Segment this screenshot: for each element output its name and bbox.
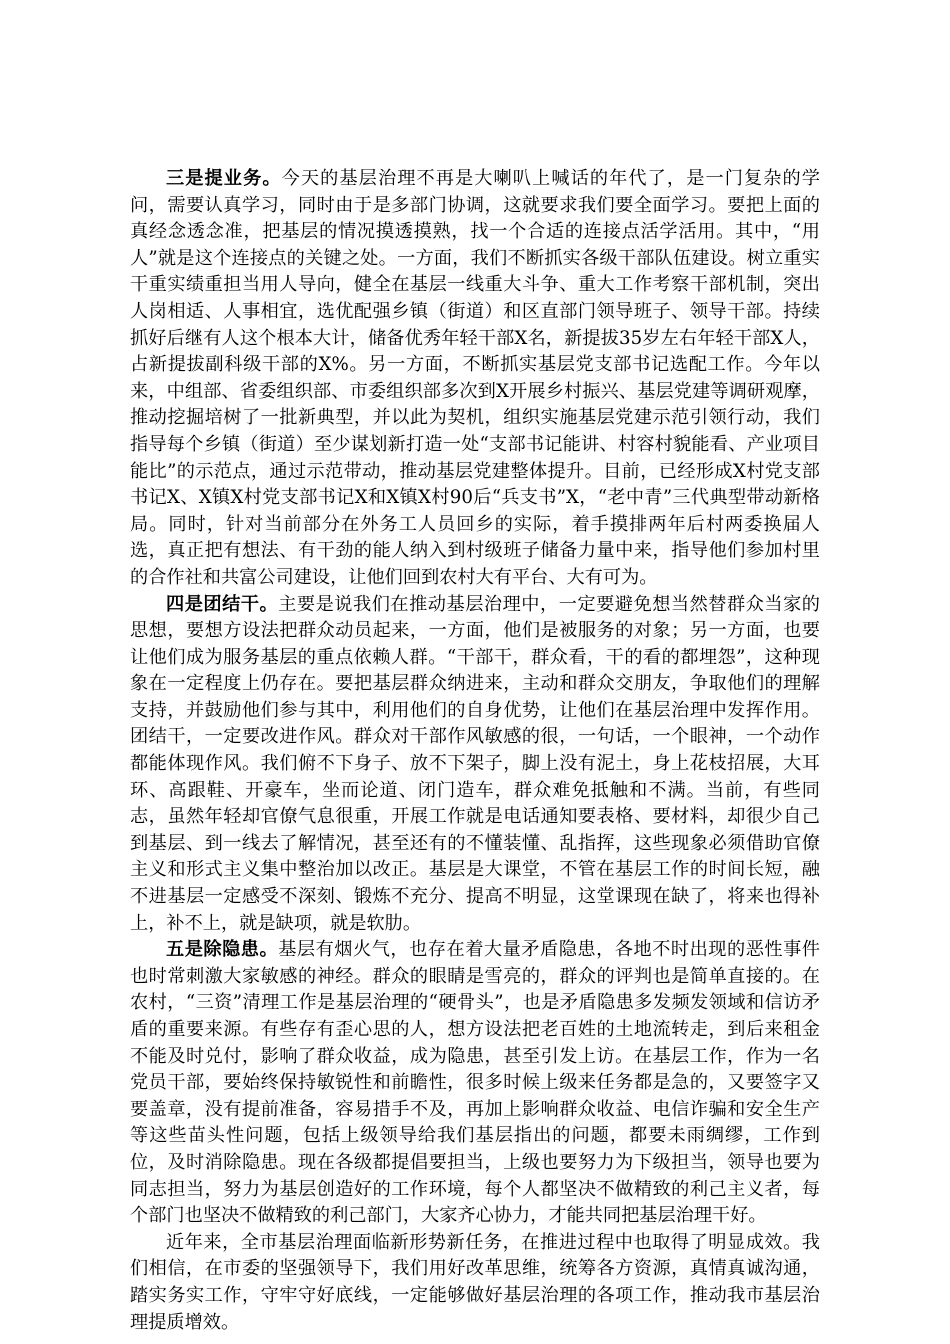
paragraph-heading: 四是团结干。 [166,593,279,615]
paragraph-hazards [130,937,820,1230]
paragraph-text: 近年来，全市基层治理面临新形势新任务，在推进过程中也取得了明显成效。我们相信，在市委的坚强领导下，我们用好改革思维，统筹各方资源，真情真诚沟通，踏实务实工作，守牢守好底线，一定能够做好基层治理的各项工作，推动我市基层治理提质增效。 [130,1231,820,1333]
paragraph-conclusion [130,1230,820,1336]
paragraph-unity [130,592,820,938]
paragraph-text: 今天的基层治理不再是大喇叭上喊话的年代了，是一门复杂的学问，需要认真学习，同时由于是多部门协调，这就要求我们要全面学习。要把上面的真经念透念准，把基层的情况摸透摸熟，找一个合适的连接点活学活用。其中，“用人”就是这个连接点的关键之处。一方面，我们不断抓实各级干部队伍建设。树立重实干重实绩重担当用人导向，健全在基层一线重大斗争、重大工作考察干部机制，突出人岗相适、人事相宜，选优配强乡镇（街道）和区直部门领导班子、领导干部。持续抓好后继有人这个根本大计，储备优秀年轻干部X名，新提拔35岁左右年轻干部X人，占新提拔副科级干部的X%。另一方面，不断抓实基层党支部书记选配工作。今年以来，中组部、省委组织部、市委组织部多次到X开展乡村振兴、基层党建等调研观摩，推动挖掘培树了一批新典型，并以此为契机，组织实施基层党建示范引领行动，我们指导每个乡镇（街道）至少谋划新打造一处“支部书记能讲、村容村貌能看、产业项目能比”的示范点，通过示范带动，推动基层党建整体提升。目前，已经形成X村党支部书记X、X镇X村党支部书记X和X镇X村90后“兵支书”X，“老中青”三代典型带动新格局。同时，针对当前部分在外务工人员回乡的实际，着手摸排两年后村两委换届人选，真正把有想法、有干劲的能人纳入到村级班子储备力量中来，指导他们参加村里的合作社和共富公司建设，让他们回到农村大有平台、大有可为。 [130,168,820,588]
paragraph-heading: 三是提业务。 [166,168,282,189]
paragraph-heading: 五是除隐患。 [166,939,279,961]
paragraph-text: 基层有烟火气，也存在着大量矛盾隐患，各地不时出现的恶性事件也时常刺激大家敏感的神经。群众的眼睛是雪亮的，群众的评判也是简单直接的。在农村，“三资”清理工作是基层治理的“硬骨头”，也是矛盾隐患多发频发领域和信访矛盾的重要来源。有些存有歪心思的人，想方设法把老百姓的土地流转走，到后来租金不能及时兑付，影响了群众收益，成为隐患，甚至引发上访。在基层工作，作为一名党员干部，要始终保持敏锐性和前瞻性，很多时候上级来任务都是急的，又要签字又要盖章，没有提前准备，容易措手不及，再加上影响群众收益、电信诈骗和安全生产等这些苗头性问题，包括上级领导给我们基层指出的问题，都要未雨绸缪，工作到位，及时消除隐患。现在各级都提倡要担当，上级也要努力为下级担当，领导也要为同志担当，努力为基层创造好的工作环境，每个人都坚决不做精致的利己主义者，每个部门也坚决不做精致的利己部门，大家齐心协力，才能共同把基层治理干好。 [130,939,820,1227]
paragraph-text: 主要是说我们在推动基层治理中，一定要避免想当然替群众当家的思想，要想方设法把群众动员起来，一方面，他们是被服务的对象；另一方面，也要让他们成为服务基层的重点依赖人群。“干部干，群众看，干的看的都埋怨”，这种现象在一定程度上仍存在。要把基层群众纳进来，主动和群众交朋友，争取他们的理解支持，并鼓励他们参与其中，利用他们的自身优势，让他们在基层治理中发挥作用。团结干，一定要改进作风。群众对干部作风敏感的很，一句话，一个眼神，一个动作都能体现作风。我们俯不下身子、放不下架子，脚上没有泥土，身上花枝招展，大耳环、高跟鞋、开豪车，坐而论道、闭门造车，群众难免抵触和不满。当前，有些同志，虽然年轻却官僚气息很重，开展工作就是电话通知要表格、要材料，却很少自己到基层、到一线去了解情况，甚至还有的不懂装懂、乱指挥，这些现象必须借助官僚主义和形式主义集中整治加以改正。基层是大课堂，不管在基层工作的时间长短，融不进基层一定感受不深刻、锻炼不充分、提高不明显，这堂课现在缺了，将来也得补上，补不上，就是缺项，就是软肋。 [130,593,820,934]
paragraph-business [130,166,820,592]
document-body [130,166,820,1336]
